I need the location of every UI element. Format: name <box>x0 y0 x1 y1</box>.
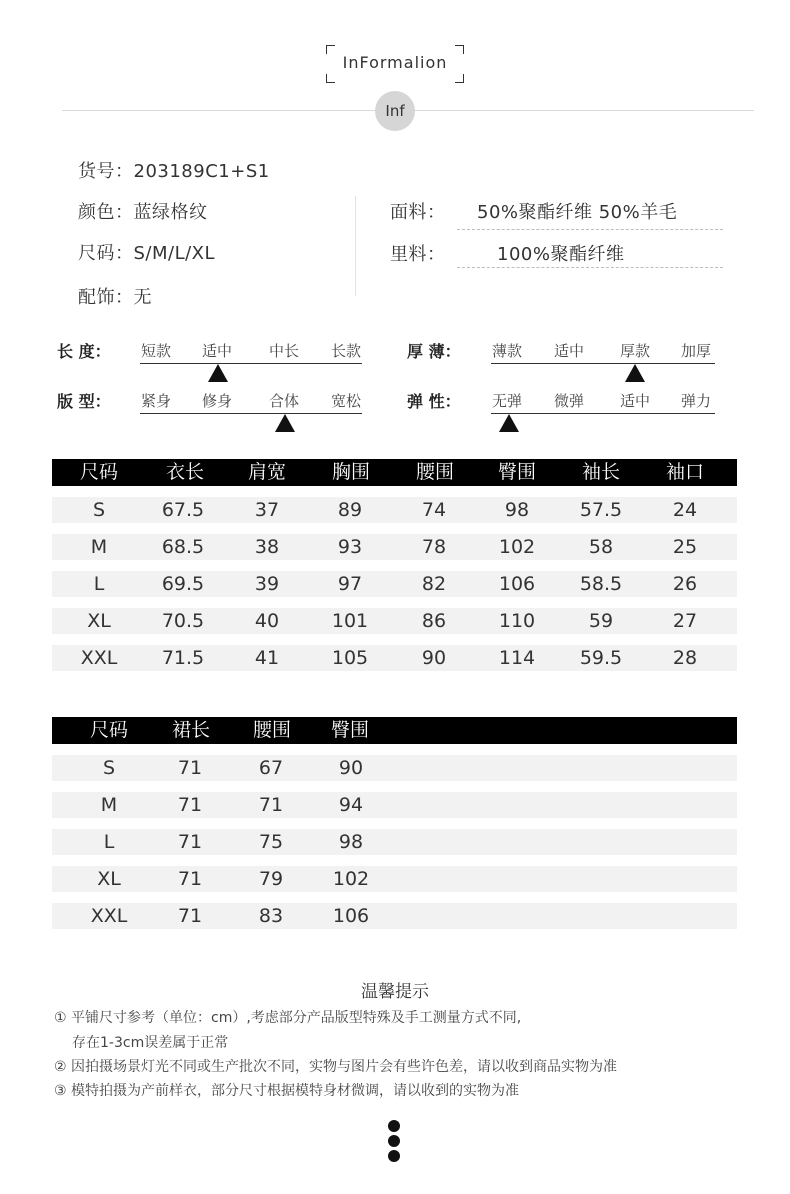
scale-length-line <box>140 363 362 364</box>
size-table-skirt-header <box>52 717 737 744</box>
col-header: 腰围 <box>252 719 292 741</box>
color-info: 颜色：蓝绿格纹 <box>78 202 208 223</box>
table-cell: L <box>93 573 105 595</box>
tip-line: ② 因拍摄场景灯光不同或生产批次不同，实物与图片会有些许色差，请以收到商品实物为准 <box>54 1059 617 1075</box>
table-cell: S <box>92 499 106 521</box>
table-row <box>52 608 737 634</box>
col-header: 尺码 <box>79 461 119 483</box>
table-row <box>52 571 737 597</box>
table-cell: L <box>103 831 115 853</box>
table-cell: 39 <box>254 573 280 595</box>
table-cell: 25 <box>672 536 698 558</box>
scale-length-marker <box>208 364 228 382</box>
lining-underline <box>457 267 723 268</box>
table-cell: 58 <box>588 536 614 558</box>
scale-elasticity-option: 微弹 <box>554 392 585 410</box>
scale-thickness-line <box>491 363 715 364</box>
tip-line: 存在1-3cm误差属于正常 <box>72 1035 229 1051</box>
table-row <box>52 534 737 560</box>
table-cell: 79 <box>258 868 284 890</box>
scale-fit-line <box>140 413 362 414</box>
table-cell: 82 <box>421 573 447 595</box>
scale-thickness-label: 厚 薄： <box>407 342 461 361</box>
table-cell: XXL <box>90 905 128 927</box>
table-cell: 67 <box>258 757 284 779</box>
col-header: 衣长 <box>165 461 205 483</box>
table-cell: 38 <box>254 536 280 558</box>
table-cell: XL <box>97 868 121 890</box>
table-cell: 94 <box>338 794 364 816</box>
table-cell: 78 <box>421 536 447 558</box>
table-cell: 90 <box>338 757 364 779</box>
table-cell: 106 <box>498 573 536 595</box>
bracket-bottom-right <box>455 74 464 83</box>
tips-title: 温馨提示 <box>361 982 429 1002</box>
table-cell: 106 <box>332 905 370 927</box>
col-header: 臀围 <box>330 719 370 741</box>
scale-thickness-marker <box>625 364 645 382</box>
table-cell: 102 <box>498 536 536 558</box>
lining-label: 里料： <box>390 244 446 265</box>
table-cell: 89 <box>337 499 363 521</box>
scale-fit-option: 宽松 <box>331 392 362 410</box>
table-cell: 98 <box>504 499 530 521</box>
table-cell: 74 <box>421 499 447 521</box>
table-cell: 58.5 <box>579 573 623 595</box>
table-cell: 71.5 <box>161 647 205 669</box>
col-header: 袖口 <box>665 461 705 483</box>
col-header: 腰围 <box>415 461 455 483</box>
table-cell: 110 <box>498 610 536 632</box>
scale-elasticity-line <box>491 413 715 414</box>
table-row <box>52 829 737 855</box>
table-cell: 71 <box>177 794 203 816</box>
table-row <box>52 645 737 671</box>
table-cell: 69.5 <box>161 573 205 595</box>
table-cell: 83 <box>258 905 284 927</box>
table-cell: 98 <box>338 831 364 853</box>
table-cell: 105 <box>331 647 369 669</box>
table-cell: 90 <box>421 647 447 669</box>
table-cell: 86 <box>421 610 447 632</box>
table-cell: 93 <box>337 536 363 558</box>
table-cell: 59 <box>588 610 614 632</box>
scale-elasticity-option: 无弹 <box>492 392 523 410</box>
scale-thickness-option: 厚款 <box>620 342 651 360</box>
dot <box>388 1135 400 1147</box>
table-cell: 71 <box>258 794 284 816</box>
tip-line: ① 平铺尺寸参考（单位：cm）,考虑部分产品版型特殊及手工测量方式不同, <box>54 1010 522 1026</box>
table-cell: S <box>102 757 116 779</box>
table-cell: 24 <box>672 499 698 521</box>
scale-thickness-option: 加厚 <box>681 342 712 360</box>
table-cell: 28 <box>672 647 698 669</box>
table-cell: 102 <box>332 868 370 890</box>
table-cell: XXL <box>80 647 118 669</box>
col-header: 胸围 <box>331 461 371 483</box>
table-cell: 101 <box>331 610 369 632</box>
col-header: 尺码 <box>89 719 129 741</box>
table-cell: 71 <box>177 868 203 890</box>
scale-fit-label: 版 型： <box>57 392 111 411</box>
scale-fit-marker <box>275 414 295 432</box>
scale-length-option: 中长 <box>269 342 300 360</box>
table-cell: 41 <box>254 647 280 669</box>
size-table-top-header <box>52 459 737 486</box>
table-cell: 67.5 <box>161 499 205 521</box>
table-row <box>52 866 737 892</box>
table-cell: 68.5 <box>161 536 205 558</box>
scale-elasticity-option: 适中 <box>620 392 651 410</box>
table-cell: 40 <box>254 610 280 632</box>
table-cell: 97 <box>337 573 363 595</box>
item-number: 货号：203189C1+S1 <box>78 161 270 182</box>
table-cell: 114 <box>498 647 536 669</box>
table-cell: M <box>90 536 108 558</box>
info-badge: Inf <box>375 91 415 131</box>
scale-fit-option: 紧身 <box>141 392 172 410</box>
table-cell: 71 <box>177 905 203 927</box>
size-info: 尺码：S/M/L/XL <box>78 243 216 264</box>
dot <box>388 1120 400 1132</box>
info-divider <box>355 196 356 296</box>
fabric-value: 50%聚酯纤维 50%羊毛 <box>477 202 678 223</box>
col-header: 裙长 <box>171 719 211 741</box>
fabric-label: 面料： <box>390 202 446 223</box>
scale-length-option: 长款 <box>331 342 362 360</box>
scale-fit-option: 修身 <box>202 392 233 410</box>
scale-elasticity-option: 弹力 <box>681 392 712 410</box>
col-header: 肩宽 <box>247 461 287 483</box>
table-row <box>52 792 737 818</box>
table-cell: 59.5 <box>579 647 623 669</box>
table-cell: 71 <box>177 757 203 779</box>
table-cell: 26 <box>672 573 698 595</box>
table-cell: 71 <box>177 831 203 853</box>
page-title: InFormalion <box>342 53 448 72</box>
table-cell: 70.5 <box>161 610 205 632</box>
scale-thickness-option: 适中 <box>554 342 585 360</box>
scale-fit-option: 合体 <box>269 392 300 410</box>
accessory-info: 配饰：无 <box>78 287 152 308</box>
table-row <box>52 497 737 523</box>
scale-elasticity-marker <box>499 414 519 432</box>
table-cell: XL <box>87 610 111 632</box>
table-cell: 27 <box>672 610 698 632</box>
tip-line: ③ 模特拍摄为产前样衣，部分尺寸根据模特身材微调，请以收到的实物为准 <box>54 1083 519 1099</box>
dot <box>388 1150 400 1162</box>
table-row <box>52 903 737 929</box>
scale-length-option: 适中 <box>202 342 233 360</box>
scale-length-option: 短款 <box>141 342 172 360</box>
lining-value: 100%聚酯纤维 <box>497 244 625 265</box>
scale-thickness-option: 薄款 <box>492 342 523 360</box>
col-header: 臀围 <box>497 461 537 483</box>
fabric-underline <box>457 229 723 230</box>
table-row <box>52 755 737 781</box>
table-cell: 75 <box>258 831 284 853</box>
table-cell: M <box>100 794 118 816</box>
bracket-bottom-left <box>326 74 335 83</box>
col-header: 袖长 <box>581 461 621 483</box>
table-cell: 57.5 <box>579 499 623 521</box>
scale-length-label: 长 度： <box>57 342 111 361</box>
table-cell: 37 <box>254 499 280 521</box>
scale-elasticity-label: 弹 性： <box>407 392 461 411</box>
